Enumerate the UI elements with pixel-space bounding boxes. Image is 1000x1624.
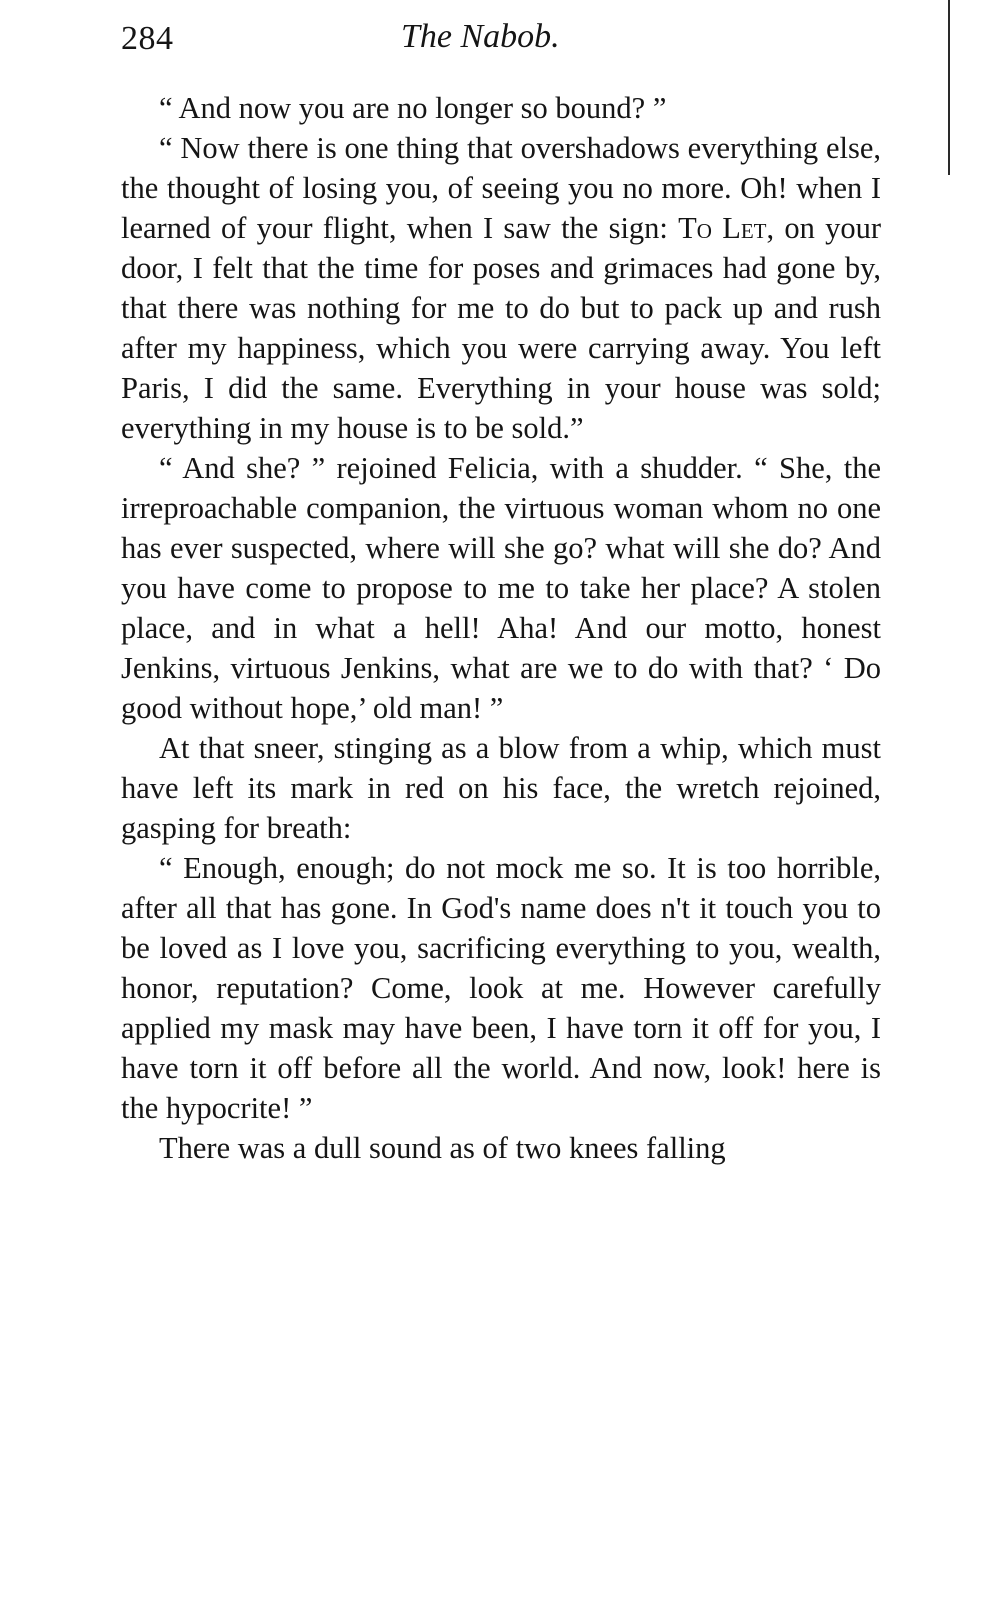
paragraph-2-text-end: on your door, I felt that the time for poses and grimaces had gone by, that there was nothing for me to do but to pack up and rush after my happiness, which you were carrying away. You left Paris, I did the same. Everything in your house was sold; everything in my house is to be sold.” — [121, 211, 882, 445]
paragraph-4: At that sneer, stinging as a blow from a whip, which must have left its mark in red on his face, the wretch rejoined, gasping for breath: — [121, 731, 881, 845]
paragraph-2 — [121, 128, 881, 448]
page-header — [121, 14, 881, 68]
paragraph-3: “ And she? ” rejoined Felicia, with a shudder. “ She, the irreproachable companion, the virtuous woman whom no one has ever suspected, where will she go? what will she do? And you have come to propose to me to take her place? A stolen place, and in what a hell! Aha! And our motto, honest Jenkins, virtuous Jenkins, what are we to do with that? ‘ Do good without hope,’ old man! ” — [121, 451, 881, 725]
paragraph-2-text-start: “ Now there is one thing that overshadows everything else, the thought of losing you, of seeing you no more. Oh! when I learned of your flight, when I saw the sign: — [121, 131, 881, 245]
paragraph-1: “ And now you are no longer so bound? ” — [159, 91, 667, 125]
page-number: 284 — [121, 20, 174, 57]
running-title: The Nabob. — [401, 18, 560, 55]
paragraph-6: There was a dull sound as of two knees falling — [159, 1131, 726, 1165]
sign-text: To Let, — [678, 211, 775, 245]
paragraph-5: “ Enough, enough; do not mock me so. It is too horrible, after all that has gone. In God's name does n't it touch you to be loved as I love you, sacrificing everything to you, wealth, honor, reputation? Come, look at me. However carefully applied my mask may have been, I have torn it off for you, I have torn it off before all the world. And now, look! here is the hypocrite! ” — [121, 851, 881, 1125]
page-edge-line — [948, 0, 950, 175]
main-text — [121, 88, 881, 1168]
